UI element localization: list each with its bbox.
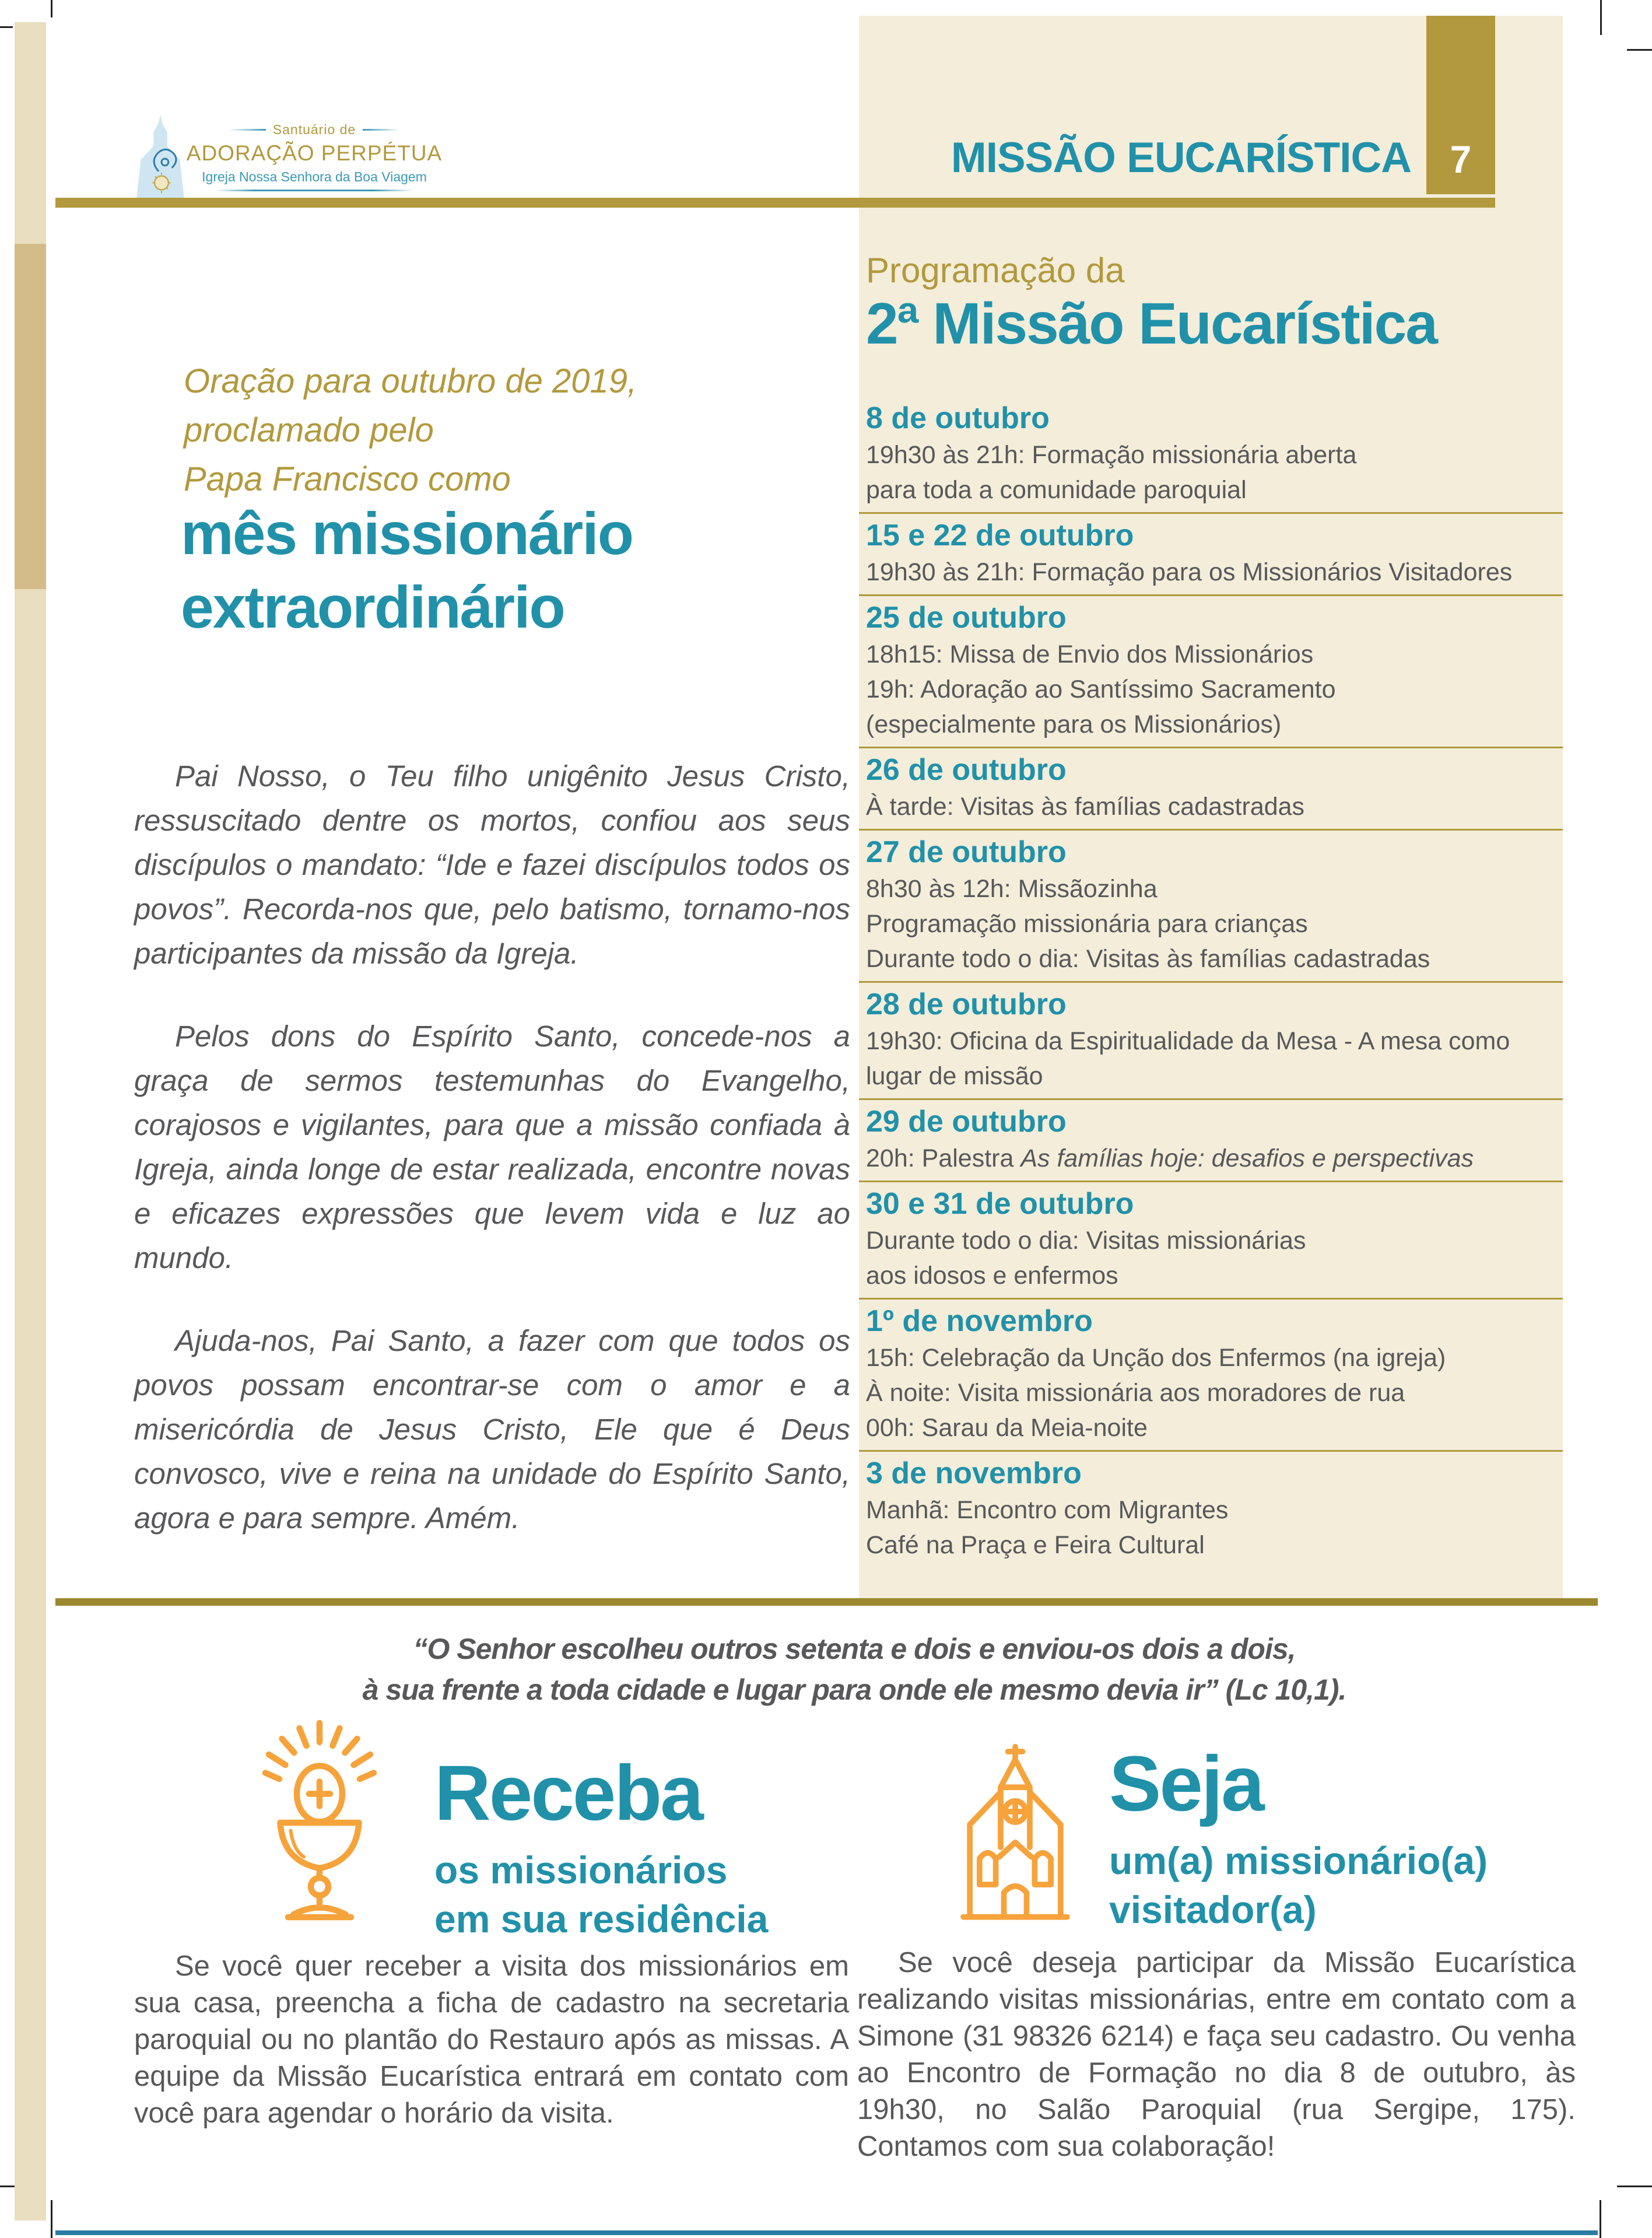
header-rule bbox=[55, 198, 1495, 208]
sanctuary-logo bbox=[131, 113, 443, 205]
schedule-item: À noite: Visita missionária aos moradores de rua bbox=[866, 1379, 1405, 1407]
seja-subtitle bbox=[1109, 1836, 1488, 1934]
bible-quote bbox=[134, 1628, 1574, 1710]
logo-line3: Igreja Nossa Senhora da Boa Viagem bbox=[202, 169, 427, 184]
church-building-icon bbox=[934, 1743, 1096, 1931]
logo-line2: ADORAÇÃO PERPÉTUA bbox=[186, 141, 443, 165]
schedule-date: 28 de outubro bbox=[866, 987, 1067, 1021]
schedule-item: lugar de missão bbox=[866, 1062, 1043, 1090]
text-line: Pelos dons do Espírito Santo, concede-nos a graça de sermos testemunhas do Evangelho, corajosos e vigilantes, para que a missão confiada à Igreja, ainda longe de estar realizada, encontre novas e eficazes expressões que levem vida e luz ao mundo. bbox=[134, 1020, 850, 1274]
schedule-date: 26 de outubro bbox=[866, 753, 1067, 787]
schedule-item: 15h: Celebração da Unção dos Enfermos (na igreja) bbox=[866, 1344, 1446, 1372]
crop-mark bbox=[1627, 49, 1652, 51]
schedule-date: 25 de outubro bbox=[866, 601, 1067, 635]
sunburst-chalice-icon bbox=[232, 1719, 407, 1921]
schedule-date: 29 de outubro bbox=[866, 1105, 1067, 1139]
text-line: Oração para outubro de 2019, bbox=[184, 362, 637, 400]
text-line: Papa Francisco como bbox=[184, 460, 511, 498]
logo-dash bbox=[229, 129, 266, 131]
receba-title: Receba bbox=[434, 1750, 702, 1837]
schedule-item: Durante todo o dia: Visitas às famílias cadastradas bbox=[866, 945, 1430, 973]
schedule-date: 30 e 31 de outubro bbox=[866, 1187, 1134, 1221]
section-title: MISSÃO EUCARÍSTICA bbox=[950, 134, 1411, 181]
bible-quote-line2: à sua frente a toda cidade e lugar para onde ele mesmo devia ir” (Lc 10,1). bbox=[362, 1673, 1346, 1706]
text-line: os missionários bbox=[434, 1848, 728, 1892]
schedule-separator bbox=[859, 747, 1563, 748]
schedule-item: 18h15: Missa de Envio dos Missionários bbox=[866, 640, 1314, 668]
schedule-separator bbox=[859, 829, 1563, 831]
text-line: Pai Nosso, o Teu filho unigênito Jesus Cristo, ressuscitado dentre os mortos, confiou aos seus discípulos o mandato: “Ide e fazei discípulos todos os povos”. Recorda-nos que, pelo batismo, tornamo-nos participantes da missão da Igreja. bbox=[134, 759, 850, 970]
crop-mark bbox=[51, 2200, 52, 2238]
prayer-title bbox=[181, 497, 633, 644]
program-entries bbox=[866, 402, 1551, 1563]
schedule-item: Manhã: Encontro com Migrantes bbox=[866, 1496, 1229, 1524]
schedule-item: À tarde: Visitas às famílias cadastradas bbox=[866, 793, 1305, 821]
crop-mark bbox=[1600, 2200, 1601, 2238]
text-line: em sua residência bbox=[434, 1897, 769, 1941]
section-divider-rule bbox=[55, 1598, 1598, 1606]
text-line: extraordinário bbox=[181, 574, 564, 640]
schedule-separator bbox=[859, 981, 1563, 983]
prayer-intro bbox=[184, 357, 637, 504]
seja-body: Se você deseja participar da Missão Eucarística realizando visitas missionárias, entre em contato com a Simone (31 98326 6214) e faça seu cadastro. Ou venha ao Encontro de Formação no dia 8 de outubro, às 19h30, no Salão Paroquial (rua Sergipe, 175). Contamos com sua colaboração! bbox=[857, 1947, 1576, 2162]
schedule-separator bbox=[859, 1298, 1563, 1300]
text-line: visitador(a) bbox=[1109, 1888, 1317, 1931]
program-panel bbox=[859, 16, 1563, 1598]
schedule-date: 1º de novembro bbox=[866, 1304, 1093, 1338]
text-line: mês missionário bbox=[181, 500, 633, 567]
page-number-tab bbox=[1426, 16, 1495, 194]
schedule-item: 00h: Sarau da Meia-noite bbox=[866, 1414, 1148, 1442]
schedule-item: Programação missionária para crianças bbox=[866, 910, 1308, 938]
receba-body: Se você quer receber a visita dos missionários em sua casa, preencha a ficha de cadastro na secretaria paroquial ou no plantão do Restauro após as missas. A equipe da Missão Eucarística entrará em contato com você para agendar o horário da visita. bbox=[134, 1950, 849, 2129]
text-line: Ajuda-nos, Pai Santo, a fazer com que todos os povos possam encontrar-se com o amor e a misericórdia de Jesus Cristo, Ele que é Deus convosco, vive e reina na unidade do Espírito Santo, agora e para sempre. Amém. bbox=[134, 1324, 850, 1535]
church-logo-icon bbox=[131, 113, 190, 205]
left-margin-strip-dark bbox=[15, 244, 46, 589]
bible-quote-line1: “O Senhor escolheu outros setenta e dois e enviou-os dois a dois, bbox=[413, 1633, 1296, 1665]
page-number: 7 bbox=[1450, 138, 1472, 181]
program-title: 2ª Missão Eucarística bbox=[866, 291, 1437, 356]
schedule-item: 19h: Adoração ao Santíssimo Sacramento bbox=[866, 675, 1336, 703]
crop-mark bbox=[0, 26, 13, 28]
schedule-item: (especialmente para os Missionários) bbox=[866, 710, 1282, 738]
schedule-item: para toda a comunidade paroquial bbox=[866, 476, 1247, 504]
schedule-date: 3 de novembro bbox=[866, 1456, 1082, 1490]
schedule-separator bbox=[859, 1450, 1563, 1452]
schedule-separator bbox=[859, 594, 1563, 596]
schedule-item: 19h30: Oficina da Espiritualidade da Mesa - A mesa como bbox=[866, 1027, 1510, 1055]
receba-subtitle bbox=[434, 1845, 768, 1943]
logo-underline bbox=[215, 190, 413, 191]
schedule-item: 19h30 às 21h: Formação para os Missionários Visitadores bbox=[866, 558, 1513, 586]
bottom-trim-line bbox=[55, 2230, 1598, 2235]
schedule-separator bbox=[859, 1181, 1563, 1182]
schedule-separator bbox=[859, 1098, 1563, 1100]
schedule-item: Durante todo o dia: Visitas missionárias bbox=[866, 1227, 1306, 1255]
schedule-separator bbox=[859, 512, 1563, 514]
program-kicker: Programação da bbox=[866, 251, 1125, 290]
schedule-date: 27 de outubro bbox=[866, 835, 1067, 869]
crop-mark bbox=[51, 0, 52, 17]
crop-mark bbox=[1600, 0, 1602, 35]
seja-title: Seja bbox=[1109, 1740, 1263, 1827]
schedule-item: 8h30 às 12h: Missãozinha bbox=[866, 875, 1158, 903]
schedule-item: Café na Praça e Feira Cultural bbox=[866, 1531, 1205, 1559]
logo-line1: Santuário de bbox=[272, 122, 356, 137]
schedule-date: 8 de outubro bbox=[866, 401, 1050, 435]
logo-dash bbox=[363, 129, 400, 131]
schedule-item: 20h: Palestra As famílias hoje: desafios e perspectivas bbox=[866, 1144, 1474, 1172]
schedule-item: 19h30 às 21h: Formação missionária aberta bbox=[866, 441, 1357, 469]
text-line: proclamado pelo bbox=[184, 411, 434, 449]
schedule-item: aos idosos e enfermos bbox=[866, 1262, 1118, 1290]
schedule-date: 15 e 22 de outubro bbox=[866, 519, 1134, 552]
crop-mark bbox=[1617, 2186, 1652, 2187]
prayer-paragraphs bbox=[134, 754, 850, 1579]
text-line: um(a) missionário(a) bbox=[1109, 1839, 1488, 1882]
